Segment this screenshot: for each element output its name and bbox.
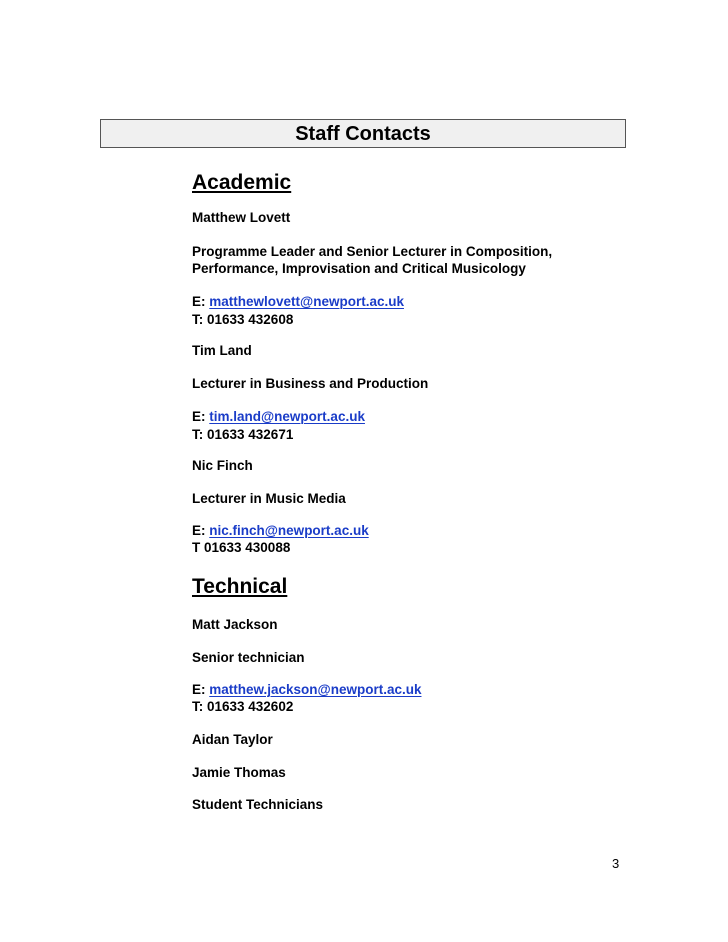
staff-name: Jamie Thomas — [192, 765, 286, 780]
staff-phone: T: 01633 432602 — [192, 699, 294, 714]
email-prefix: E: — [192, 682, 206, 697]
staff-email-line — [192, 408, 365, 425]
staff-name: Matt Jackson — [192, 617, 278, 632]
staff-role: Senior technician — [192, 650, 305, 665]
page-title: Staff Contacts — [100, 119, 626, 148]
email-link[interactable]: tim.land@newport.ac.uk — [209, 409, 365, 424]
staff-phone: T: 01633 432608 — [192, 312, 294, 327]
technical-heading: Technical — [192, 575, 288, 598]
staff-name: Matthew Lovett — [192, 210, 291, 225]
academic-heading: Academic — [192, 171, 292, 194]
staff-name: Tim Land — [192, 343, 252, 358]
staff-phone: T: 01633 432671 — [192, 427, 294, 442]
staff-role: Performance, Improvisation and Critical Musicology — [192, 261, 526, 276]
staff-email-line — [192, 293, 404, 310]
email-prefix: E: — [192, 523, 206, 538]
email-link[interactable]: nic.finch@newport.ac.uk — [209, 523, 369, 538]
staff-email-line — [192, 681, 421, 698]
staff-email-line — [192, 522, 369, 539]
student-technicians-label: Student Technicians — [192, 797, 324, 812]
staff-name: Aidan Taylor — [192, 732, 273, 747]
email-prefix: E: — [192, 294, 206, 309]
staff-role: Lecturer in Business and Production — [192, 376, 429, 391]
staff-phone: T 01633 430088 — [192, 540, 291, 555]
page-number: 3 — [612, 856, 620, 871]
email-prefix: E: — [192, 409, 206, 424]
staff-name: Nic Finch — [192, 458, 253, 473]
staff-role: Programme Leader and Senior Lecturer in Composition, — [192, 244, 553, 259]
email-link[interactable]: matthewlovett@newport.ac.uk — [209, 294, 404, 309]
staff-role: Lecturer in Music Media — [192, 491, 346, 506]
email-link[interactable]: matthew.jackson@newport.ac.uk — [209, 682, 422, 697]
